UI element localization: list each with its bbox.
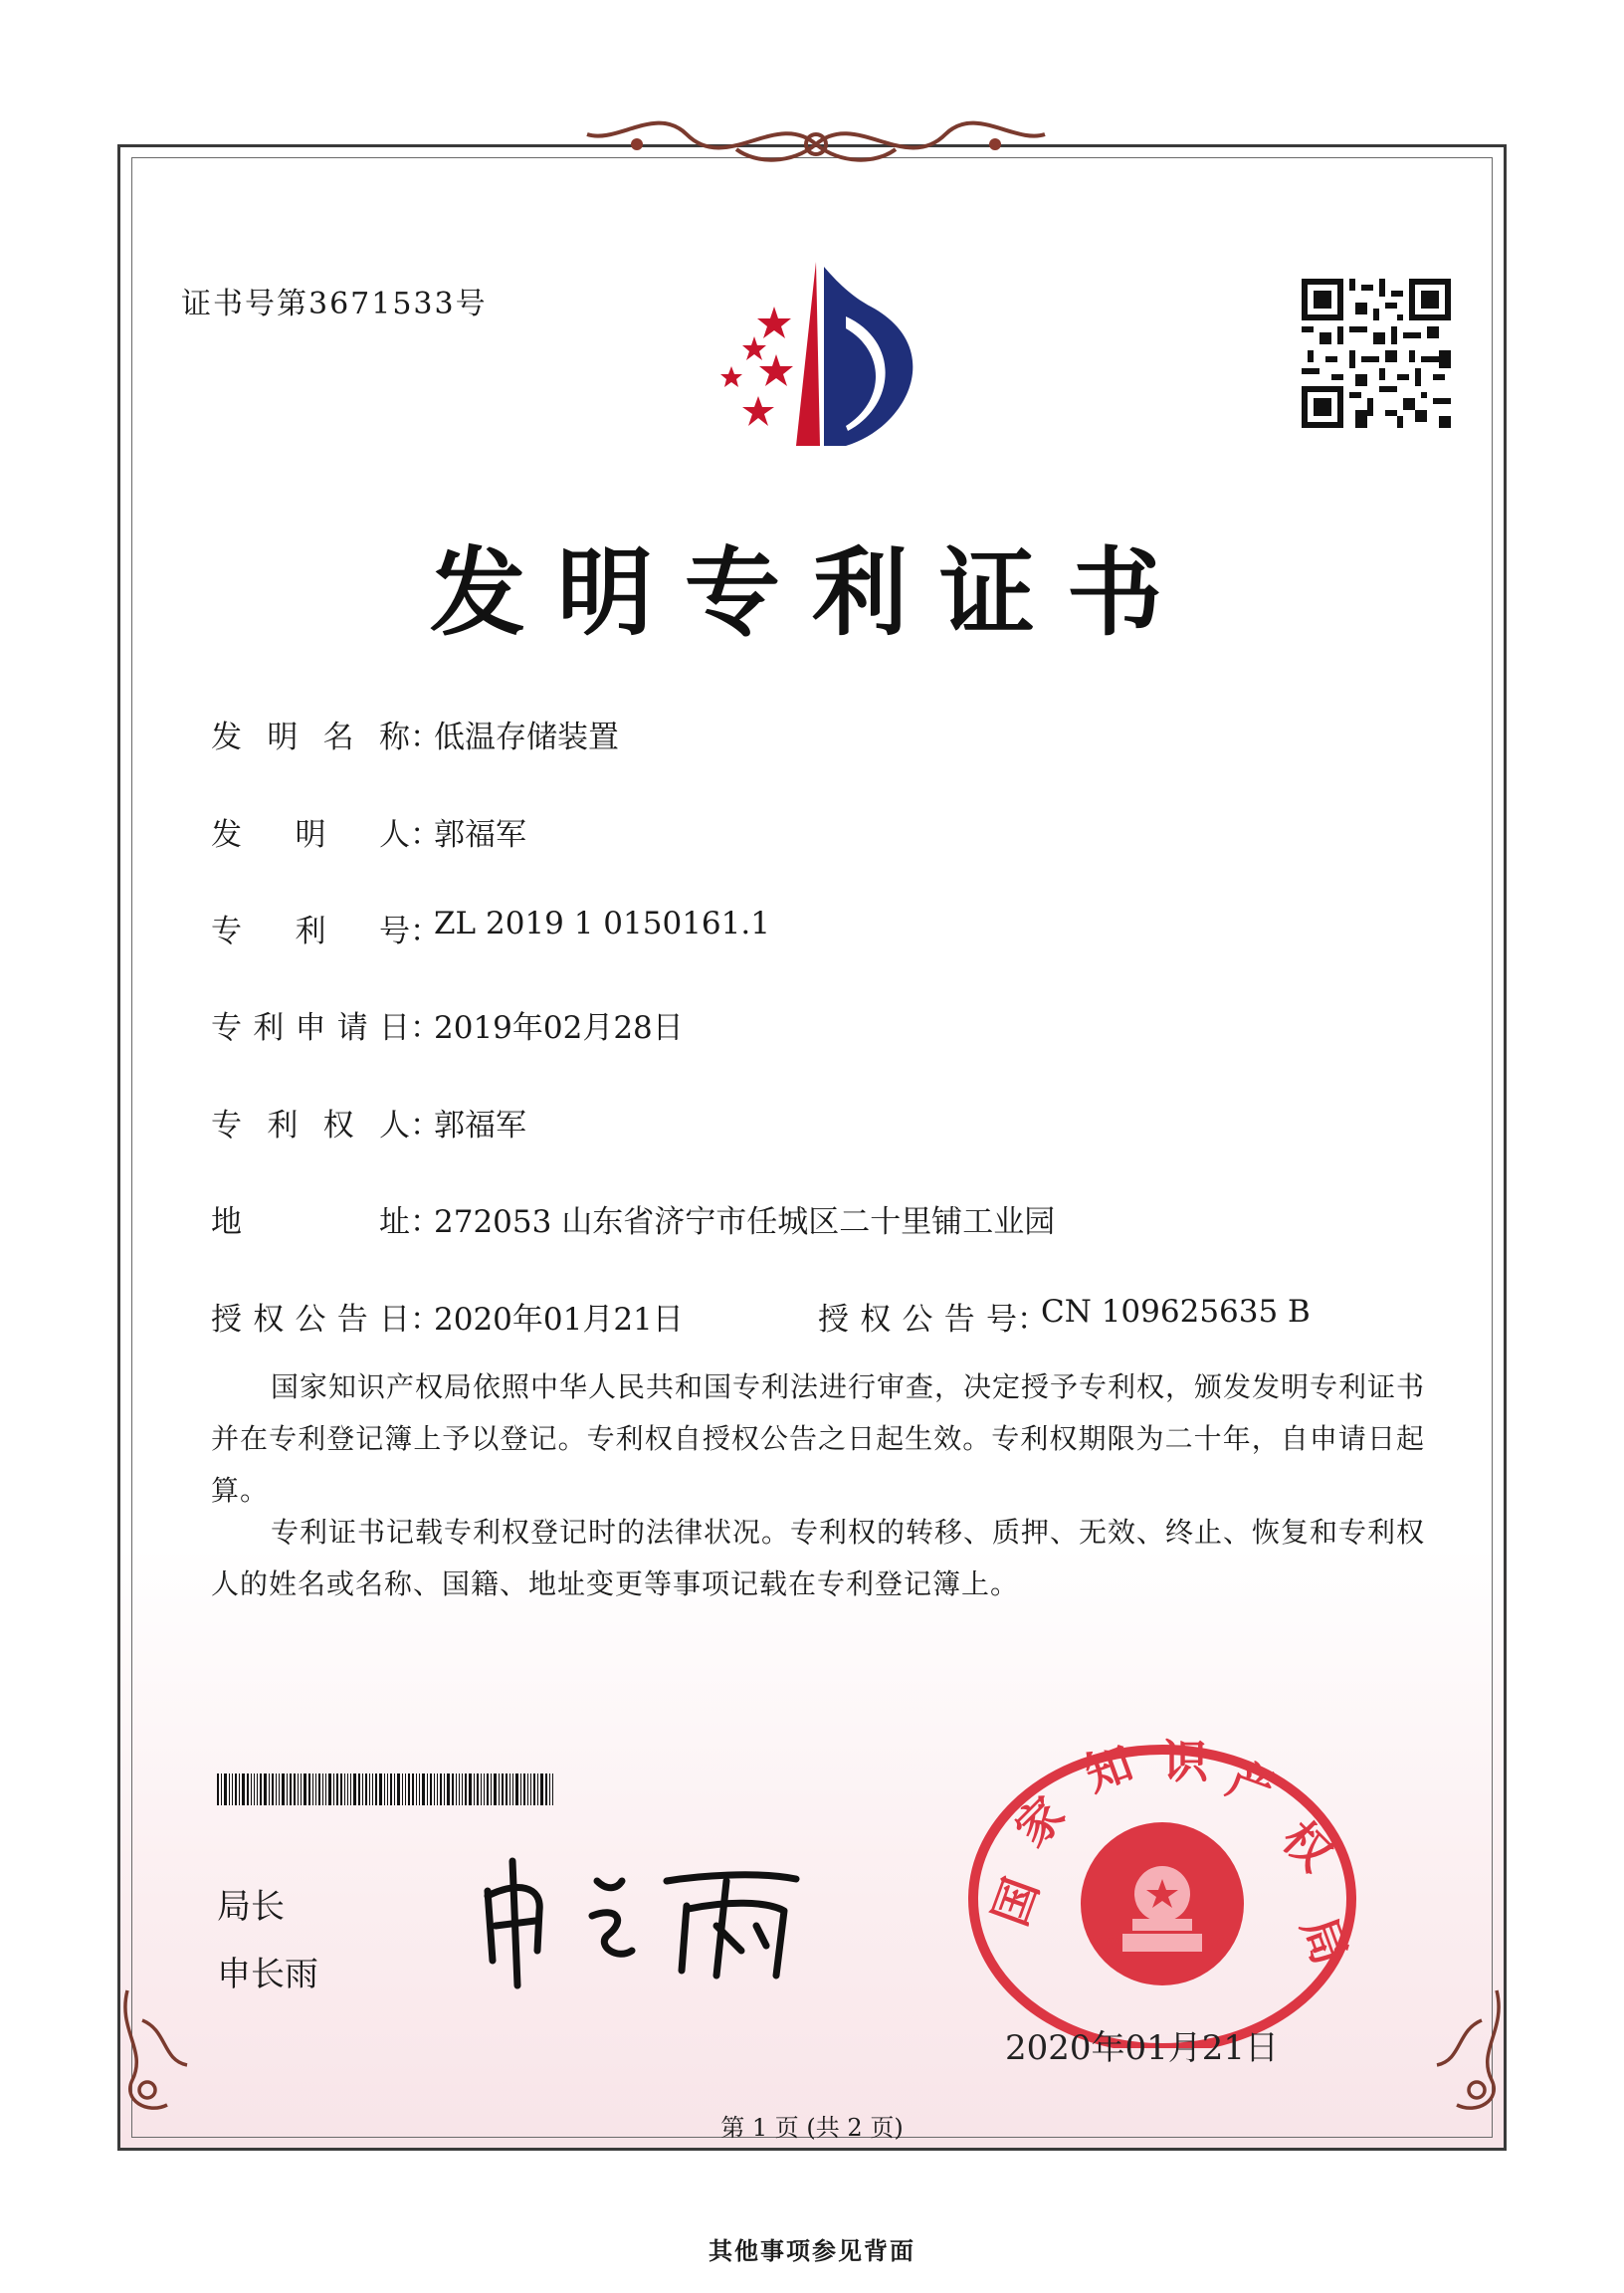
barcode-bar xyxy=(282,1773,285,1805)
barcode-bar xyxy=(294,1773,296,1805)
barcode-bar xyxy=(298,1773,299,1805)
barcode-bar xyxy=(487,1773,489,1805)
barcode-bar xyxy=(322,1773,323,1805)
barcode-bar xyxy=(304,1773,306,1805)
barcode-bar xyxy=(239,1773,240,1805)
field-grant-date xyxy=(211,1294,684,1339)
barcode-bar xyxy=(474,1773,475,1805)
field-colon: ： xyxy=(410,720,441,755)
field-label: 发明名称 xyxy=(211,720,410,755)
barcode-bar xyxy=(419,1773,420,1805)
barcode-bar xyxy=(394,1773,395,1805)
field-label: 地址 xyxy=(211,1204,410,1240)
patent-office-logo xyxy=(697,257,945,456)
barcode-bar xyxy=(315,1773,316,1805)
seal-char: 家 xyxy=(1004,1786,1076,1857)
barcode-bar xyxy=(336,1773,338,1805)
field-value: CN 109625635 B xyxy=(1041,1294,1311,1330)
barcode-bar xyxy=(340,1773,342,1805)
field-label: 专利申请日 xyxy=(211,1010,410,1046)
field-application-date xyxy=(211,1002,684,1047)
certificate-number: 证书号第3671533号 xyxy=(181,287,488,321)
barcode-bar xyxy=(379,1773,382,1805)
seal-char: 局 xyxy=(1291,1910,1358,1972)
seal-char: 国 xyxy=(982,1871,1050,1933)
barcode-bar xyxy=(264,1773,267,1805)
barcode-bar xyxy=(530,1773,531,1805)
certificate-title: 发明专利证书 xyxy=(430,537,1194,649)
barcode-bar xyxy=(545,1773,547,1805)
barcode-bar xyxy=(452,1773,454,1805)
barcode-bar xyxy=(456,1773,457,1805)
seal-date: 2020年01月21日 xyxy=(1005,2028,1280,2068)
barcode-bar xyxy=(509,1773,510,1805)
barcode-bar xyxy=(344,1773,345,1805)
barcode-bar xyxy=(232,1773,233,1805)
field-colon: ： xyxy=(410,1204,441,1240)
barcode-bar xyxy=(416,1773,417,1805)
back-note: 其他事项参见背面 xyxy=(709,2237,915,2265)
barcode-bar xyxy=(347,1773,348,1805)
corner-ornament-bottom-right xyxy=(1387,1980,1517,2120)
barcode-bar xyxy=(247,1773,249,1805)
field-publication-number xyxy=(818,1294,1311,1339)
barcode-bar xyxy=(254,1773,255,1805)
barcode-bar xyxy=(387,1773,388,1805)
barcode-bar xyxy=(333,1773,334,1805)
barcode-bar xyxy=(312,1773,313,1805)
barcode-bar xyxy=(469,1773,472,1805)
barcode-bar xyxy=(540,1773,543,1805)
barcode-bar xyxy=(290,1773,292,1805)
barcode-bar xyxy=(235,1773,237,1805)
barcode-bar xyxy=(459,1773,460,1805)
barcode-bar xyxy=(308,1773,310,1805)
field-value: 郭福军 xyxy=(434,817,526,853)
seal-char: 权 xyxy=(1272,1810,1342,1882)
barcode-bar xyxy=(477,1773,479,1805)
barcode-bar xyxy=(533,1773,535,1805)
body-paragraph: 专利证书记载专利权登记时的法律状况。专利权的转移、质押、无效、终止、恢复和专利权人的姓名或名称、国籍、地址变更等事项记载在专利登记簿上。 xyxy=(211,1516,1426,1600)
barcode-bar xyxy=(465,1773,467,1805)
seal-char: 识 xyxy=(1162,1735,1208,1788)
barcode-bar xyxy=(318,1773,320,1805)
barcode-bar xyxy=(440,1773,442,1805)
barcode-bar xyxy=(402,1773,403,1805)
field-colon: ： xyxy=(1017,1302,1048,1338)
barcode-bar xyxy=(512,1773,513,1805)
barcode-bar xyxy=(325,1773,326,1805)
barcode-bar xyxy=(537,1773,538,1805)
barcode-bar xyxy=(358,1773,360,1805)
barcode-bar xyxy=(272,1773,274,1805)
qr-code xyxy=(1302,279,1451,428)
field-value: ZL 2019 1 0150161.1 xyxy=(434,906,770,941)
field-label: 授权公告日 xyxy=(211,1302,410,1338)
seal-char: 产 xyxy=(1220,1751,1282,1818)
barcode-bar xyxy=(499,1773,500,1805)
barcode-bar xyxy=(269,1773,270,1805)
field-inventor xyxy=(211,809,526,854)
barcode-bar xyxy=(462,1773,463,1805)
barcode-bar xyxy=(251,1773,252,1805)
field-patentee xyxy=(211,1100,526,1145)
barcode-bar xyxy=(384,1773,385,1805)
barcode-bar xyxy=(427,1773,428,1805)
field-value: 郭福军 xyxy=(434,1108,526,1144)
barcode-bar xyxy=(549,1773,550,1805)
page-indicator: 第 1 页 (共 2 页) xyxy=(720,2114,904,2142)
barcode-bar xyxy=(372,1773,373,1805)
barcode-bar xyxy=(484,1773,485,1805)
barcode-bar xyxy=(437,1773,438,1805)
field-colon: ： xyxy=(410,914,441,949)
barcode-bar xyxy=(506,1773,508,1805)
field-value: 2020年01月21日 xyxy=(434,1302,684,1338)
barcode-bar xyxy=(444,1773,445,1805)
field-colon: ： xyxy=(410,817,441,853)
barcode-bar xyxy=(494,1773,497,1805)
barcode-bar xyxy=(397,1773,400,1805)
barcode-bar xyxy=(405,1773,406,1805)
barcode-bar xyxy=(491,1773,492,1805)
field-label: 授权公告号 xyxy=(818,1302,1017,1338)
barcode-bar xyxy=(390,1773,392,1805)
field-label: 专利权人 xyxy=(211,1108,410,1144)
field-value: 2019年02月28日 xyxy=(434,1010,684,1046)
barcode-bar xyxy=(362,1773,363,1805)
field-label: 专利号 xyxy=(211,914,410,949)
corner-ornament-bottom-left xyxy=(107,1980,237,2120)
barcode-bar xyxy=(412,1773,414,1805)
field-colon: ： xyxy=(410,1010,441,1046)
barcode-bar xyxy=(276,1773,277,1805)
barcode-bar xyxy=(375,1773,377,1805)
signature xyxy=(468,1851,826,1990)
barcode-bar xyxy=(422,1773,425,1805)
barcode-bar xyxy=(217,1773,219,1805)
field-patent-number xyxy=(211,906,770,950)
barcode-bar xyxy=(279,1773,280,1805)
barcode-bar xyxy=(365,1773,367,1805)
barcode-bar xyxy=(301,1773,302,1805)
field-address xyxy=(211,1196,1055,1241)
field-colon: ： xyxy=(410,1108,441,1144)
barcode-bar xyxy=(523,1773,525,1805)
barcode-bar xyxy=(481,1773,482,1805)
barcode-bar xyxy=(515,1773,518,1805)
field-value: 272053 山东省济宁市任城区二十里铺工业园 xyxy=(434,1204,1056,1240)
field-label: 发明人 xyxy=(211,817,410,853)
barcode-bar xyxy=(552,1773,553,1805)
barcode-bar xyxy=(520,1773,521,1805)
barcode-bar xyxy=(287,1773,288,1805)
barcode-bar xyxy=(229,1773,230,1805)
director-name: 申长雨 xyxy=(217,1955,318,1994)
barcode-bar xyxy=(527,1773,528,1805)
field-invention-name xyxy=(211,712,619,756)
barcode-bar xyxy=(408,1773,410,1805)
barcode xyxy=(217,1773,629,1805)
barcode-bar xyxy=(242,1773,245,1805)
body-paragraph: 国家知识产权局依照中华人民共和国专利法进行审查，决定授予专利权，颁发发明专利证书并在专利登记簿上予以登记。专利权自授权公告之日起生效。专利权期限为二十年，自申请日起算。 xyxy=(211,1370,1426,1507)
barcode-bar xyxy=(502,1773,504,1805)
official-seal xyxy=(963,1730,1361,2048)
seal-char: 知 xyxy=(1078,1735,1139,1802)
barcode-bar xyxy=(224,1773,227,1805)
barcode-bar xyxy=(260,1773,262,1805)
barcode-bar xyxy=(369,1773,370,1805)
director-title: 局长 xyxy=(217,1887,285,1927)
barcode-bar xyxy=(350,1773,351,1805)
field-value: 低温存储装置 xyxy=(434,720,619,755)
barcode-bar xyxy=(430,1773,432,1805)
barcode-bar xyxy=(434,1773,435,1805)
top-ornament xyxy=(577,104,1055,184)
barcode-bar xyxy=(353,1773,356,1805)
barcode-bar xyxy=(328,1773,331,1805)
barcode-bar xyxy=(221,1773,222,1805)
barcode-bar xyxy=(447,1773,450,1805)
field-colon: ： xyxy=(410,1302,441,1338)
barcode-bar xyxy=(257,1773,258,1805)
